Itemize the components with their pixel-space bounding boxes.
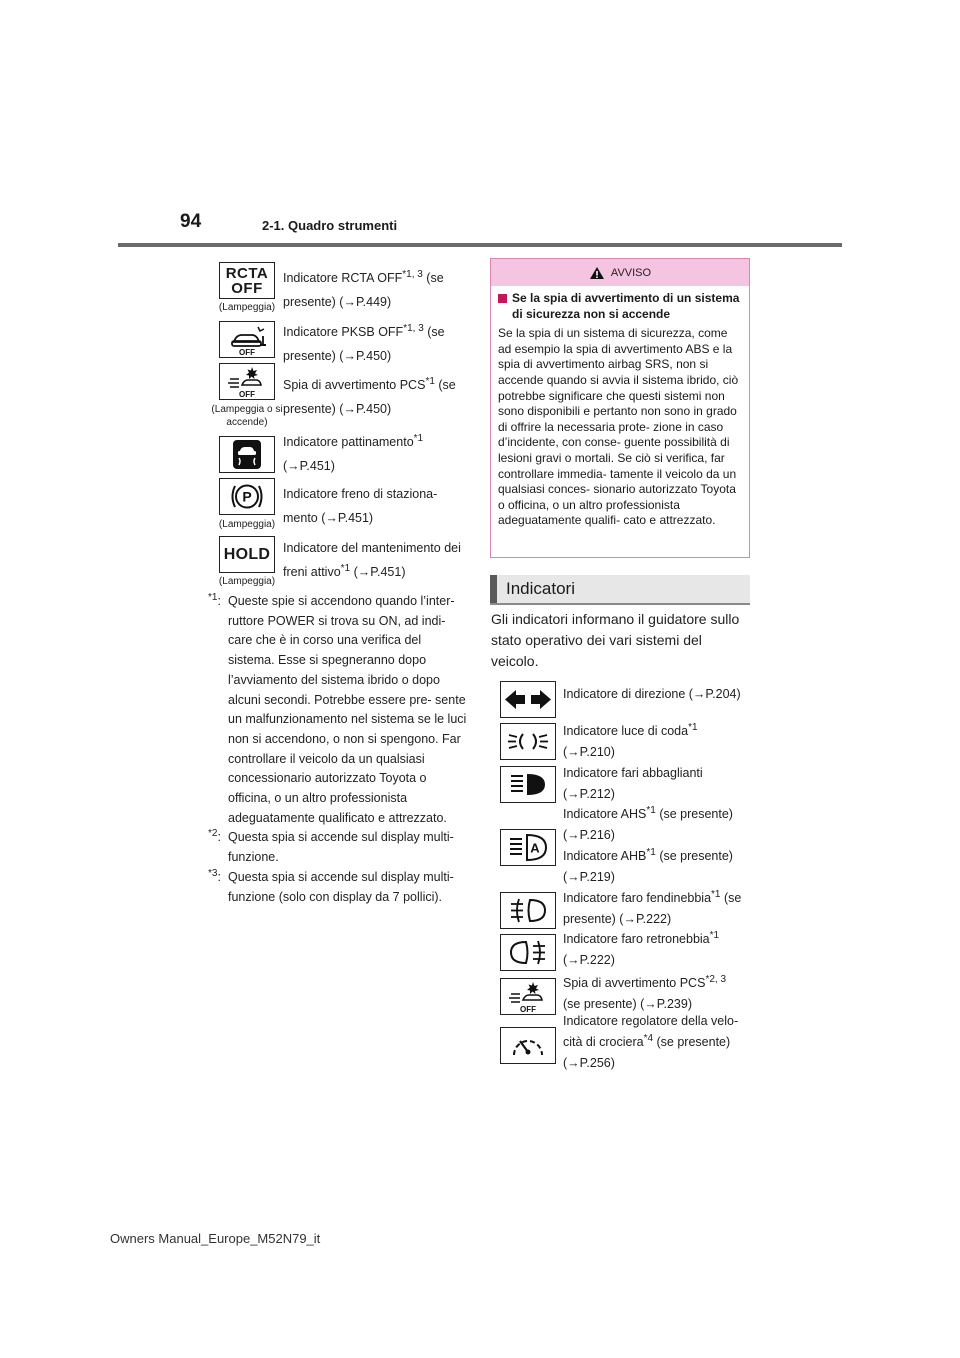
- square-bullet-icon: [498, 294, 507, 303]
- warning-triangle-icon: [589, 266, 605, 280]
- footer-text: Owners Manual_Europe_M52N79_it: [110, 1231, 321, 1246]
- item-text: Indicatore PKSB OFF$^{*1, 3}$ (se presente) (→P.450): [283, 322, 445, 363]
- item-text: Spia di avvertimento PCS$^{*2, 3}$ (se presente) (→P.239): [563, 973, 727, 1011]
- warning-text: Se la spia di un sistema di sicurezza, come ad esempio la spia di avvertimento ABS e la spia di avvertimento airbag SRS, non si accende quando si avvia il sistema ibrido, ciò potrebbe significare che questi sistemi non sono disponibili e pertanto non sono in grado di offrire la necessaria prote- zione in caso d’incidente, con conse- guente possibilità di lesioni gravi o mortali. Se ciò si verifica, far controllare immedia- tamente il veicolo da un qualsiasi conces- sionario autorizzato Toyota o officina, o un altro professionista adeguatamente qualifi- cato e attrezzato.: [498, 326, 739, 528]
- svg-text:A: A: [530, 840, 540, 856]
- turn-signal-icon: [500, 681, 556, 718]
- front-fog-icon: [500, 892, 556, 929]
- rcta-label: RCTA: [225, 264, 269, 282]
- item-text: Indicatore di direzione (→P.204): [563, 687, 741, 701]
- item-text: Indicatore AHS$^{*1}$ (se presente) (→P.216) Indicatore AHB$^{*1}$ (se presente) (→P.219): [563, 804, 733, 884]
- high-beam-icon: [500, 766, 556, 803]
- item-text: Indicatore fari abbaglianti (→P.212): [563, 766, 703, 801]
- rcta-off-label: OFF: [231, 279, 263, 297]
- svg-text:P: P: [242, 488, 252, 505]
- item-text: Indicatore del mantenimento dei freni attivo$^{*1}$ (→P.451): [283, 541, 461, 579]
- warning-subtitle: Se la spia di avvertimento di un sistema di sicurezza non si accende: [498, 291, 742, 322]
- item-text: Spia di avvertimento PCS$^{*1}$ (se presente) (→P.450): [283, 375, 456, 416]
- footnote-1: $^{*1}$: Queste spie si accendono quando l’inter- ruttore POWER si trova su ON, ad indi- care che è in corso una verifica del sistema. Esse si spegneranno dopo l’avviamento del sistema ibrido o dopo alcuni secondi. Potrebbe essere pre- sente un malfunzionamento nel sistema se le luci non si accendono, o non si spengono. Far controllare il veicolo da un qualsiasi concessionario autorizzato Toyota o officina, o un altro professionista adeguatamente qualificato e attrezzato.: [208, 591, 467, 825]
- footnote-2: $^{*2}$: Questa spia si accende sul display multi- funzione.: [208, 827, 454, 864]
- svg-text:OFF: OFF: [520, 1005, 536, 1014]
- footnote-3: $^{*3}$: Questa spia si accende sul display multi- funzione (solo con display da 7 pollici).: [208, 867, 454, 904]
- section-banner: [490, 575, 750, 605]
- icon-caption: (Lampeggia o si accende): [211, 404, 283, 428]
- banner-accent: [490, 575, 497, 603]
- item-text: Indicatore luce di coda$^{*1}$ (→P.210): [563, 721, 698, 759]
- item-text: Indicatore pattinamento$^{*1}$ (→P.451): [283, 432, 424, 473]
- section-heading: Indicatori: [506, 579, 575, 598]
- cruise-control-icon: [500, 1027, 556, 1064]
- icon-caption: (Lampeggia): [218, 576, 276, 587]
- item-text: Indicatore freno di staziona- mento (→P.451): [283, 487, 438, 525]
- pcs-warning-icon: [500, 978, 556, 1015]
- icon-caption: (Lampeggia): [218, 302, 276, 313]
- hold-label: HOLD: [223, 545, 271, 563]
- section-title: 2-1. Quadro strumenti: [262, 218, 398, 233]
- svg-text:OFF: OFF: [239, 348, 255, 357]
- rear-fog-icon: [500, 934, 556, 971]
- warning-header: [491, 259, 749, 286]
- item-text: Indicatore regolatore della velo- cità di crociera$^{*4}$ (se presente) (→P.256): [563, 1014, 739, 1070]
- warning-title: AVVISO: [610, 266, 652, 279]
- icon-caption: (Lampeggia): [218, 519, 276, 530]
- rcta-off-icon: [219, 262, 275, 299]
- parking-brake-icon: [219, 478, 275, 515]
- tail-light-icon: [500, 723, 556, 760]
- item-text: Indicatore RCTA OFF$^{*1, 3}$ (se presente) (→P.449): [283, 268, 444, 309]
- item-text: Indicatore faro retronebbia$^{*1}$ (→P.222): [563, 929, 720, 967]
- slip-indicator-icon: [219, 436, 275, 473]
- page-number: 94: [180, 211, 202, 232]
- ahs-ahb-icon: [500, 829, 556, 866]
- header-rule: [118, 243, 842, 247]
- pksb-off-icon: [219, 321, 275, 358]
- section-intro: Gli indicatori informano il guidatore sullo stato operativo dei vari sistemi del veicolo.: [491, 611, 740, 669]
- warning-box: [490, 258, 750, 558]
- svg-text:OFF: OFF: [239, 390, 255, 399]
- item-text: Indicatore faro fendinebbia$^{*1}$ (se presente) (→P.222): [563, 888, 742, 926]
- hold-icon: [219, 536, 275, 573]
- pcs-warning-icon: [219, 363, 275, 400]
